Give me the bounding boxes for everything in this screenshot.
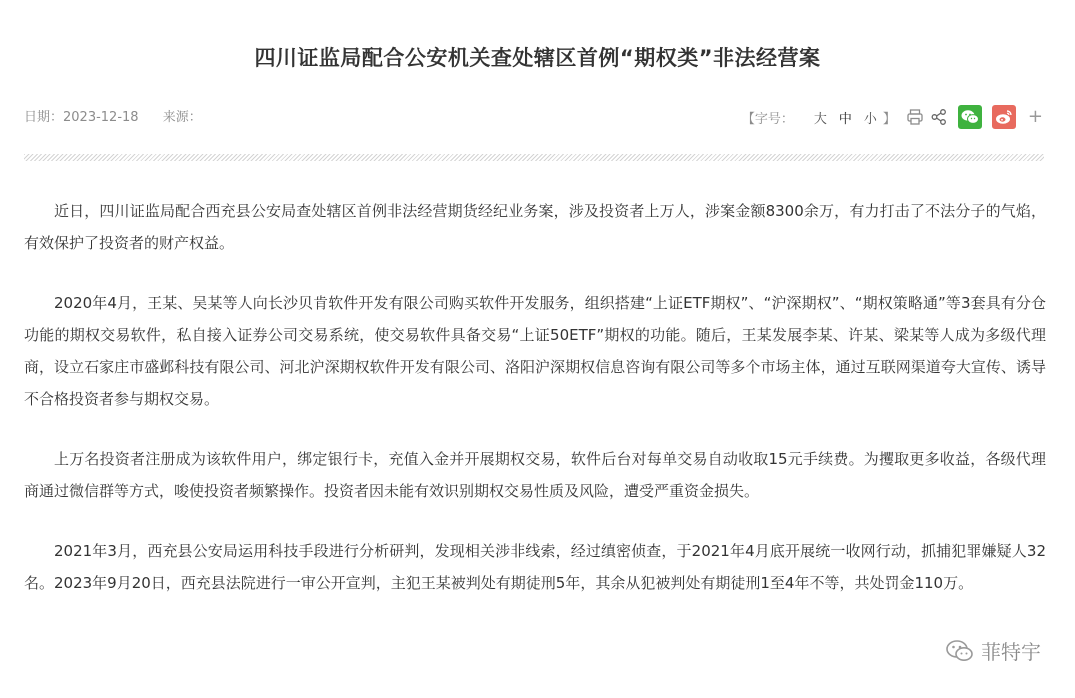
weibo-icon[interactable] bbox=[992, 105, 1016, 129]
print-icon[interactable] bbox=[906, 108, 924, 126]
font-size-large-button[interactable]: 大 bbox=[813, 111, 827, 127]
wechat-icon[interactable] bbox=[958, 105, 982, 129]
paragraph-3: 上万名投资者注册成为该软件用户，绑定银行卡，充值入金并开展期权交易，软件后台对每单交易自动收取15元手续费。为攫取更多收益，各级代理商通过微信群等方式，唆使投资者频繁操作。投资者因未能有效识别期权交易性质及风险，遭受严重资金损失。 bbox=[24, 450, 1046, 500]
article-meta bbox=[24, 106, 202, 125]
date-label: 日期： bbox=[24, 110, 64, 125]
paragraph-1: 近日，四川证监局配合西充县公安局查处辖区首例非法经营期货经纪业务案，涉及投资者上万人，涉案金额8300余万，有力打击了不法分子的气焰，有效保护了投资者的财产权益。 bbox=[24, 202, 1046, 252]
wechat-logo-icon bbox=[945, 638, 975, 664]
source-label: 来源： bbox=[162, 110, 202, 125]
article-toolbar bbox=[742, 104, 1043, 130]
share-icon[interactable] bbox=[930, 108, 948, 126]
more-share-button[interactable]: + bbox=[1027, 106, 1043, 127]
article-title: 四川证监局配合公安机关查处辖区首例“期权类”非法经营案 bbox=[254, 46, 821, 70]
publish-date: 2023-12-18 bbox=[63, 110, 139, 125]
article-body bbox=[24, 195, 1046, 599]
font-size-medium-button[interactable]: 中 bbox=[838, 111, 852, 127]
paragraph-2: 2020年4月，王某、吴某等人向长沙贝肯软件开发有限公司购买软件开发服务，组织搭建“上证ETF期权”、“沪深期权”、“期权策略通”等3套具有分仓功能的期权交易软件，私自接入证券公司交易系统，使交易软件具备交易“上证50ETF”期权的功能。随后，王某发展李某、许某、梁某等人成为多级代理商，设立石家庄市盛邺科技有限公司、河北沪深期权软件开发有限公司、洛阳沪深期权信息咨询有限公司等多个市场主体，通过互联网渠道夸大宣传、诱导不合格投资者参与期权交易。 bbox=[24, 294, 1046, 408]
font-size-label: 【字号： bbox=[741, 111, 794, 127]
title-divider bbox=[24, 154, 1044, 161]
watermark-text: 菲特宇 bbox=[981, 640, 1041, 664]
watermark bbox=[945, 636, 1041, 665]
paragraph-4: 2021年3月，西充县公安局运用科技手段进行分析研判，发现相关涉非线索，经过缜密侦查，于2021年4月底开展统一收网行动，抓捕犯罪嫌疑人32名。2023年9月20日，西充县法院进行一审公开宣判，主犯王某被判处有期徒刑5年，其余从犯被判处有期徒刑1至4年不等，共处罚金110万。 bbox=[24, 542, 1046, 592]
font-size-bracket: 】 bbox=[882, 111, 896, 127]
font-size-small-button[interactable]: 小 bbox=[863, 111, 877, 127]
